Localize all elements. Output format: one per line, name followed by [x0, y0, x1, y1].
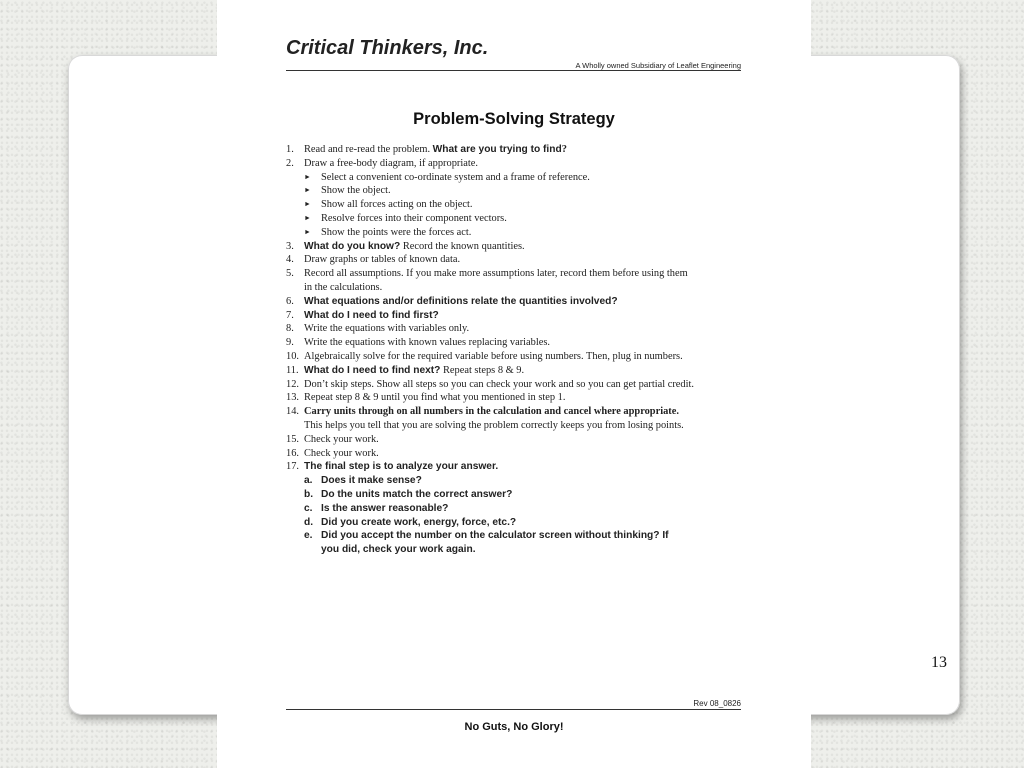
step-number: 8. — [286, 323, 294, 335]
step-number: 2. — [286, 157, 294, 169]
step-5-continuation: in the calculations. — [304, 281, 383, 293]
footer-motto: No Guts, No Glory! — [464, 721, 564, 733]
item-text: Did you accept the number on the calculator screen without thinking? If — [321, 530, 669, 542]
triangle-bullet-icon: ► — [304, 213, 311, 222]
step-13 — [286, 391, 746, 405]
document-title: Problem-Solving Strategy — [413, 110, 615, 128]
footer-divider — [286, 709, 741, 710]
step-2 — [286, 157, 746, 171]
step-2-bullet — [286, 198, 746, 212]
company-name: Critical Thinkers, Inc. — [286, 37, 489, 59]
step-question: What are you trying to find — [432, 144, 562, 155]
step-text: Record the known quantities. — [400, 240, 525, 252]
step-text: Record all assumptions. If you make more assumptions later, record them before using them — [304, 268, 688, 280]
step-question: The final step is to analyze your answer. — [304, 461, 499, 473]
analysis-item — [286, 502, 746, 516]
step-number: 10. — [286, 350, 299, 362]
step-14-continuation: This helps you tell that you are solving the problem correctly keeps you from losing points. — [304, 419, 684, 431]
item-text: Does it make sense? — [321, 475, 422, 487]
step-number: 14. — [286, 406, 299, 418]
step-7 — [286, 309, 746, 323]
step-2-bullet — [286, 171, 746, 185]
step-4 — [286, 253, 746, 267]
analysis-item — [286, 474, 746, 488]
step-text: Write the equations with known values replacing variables. — [304, 337, 550, 349]
step-number: 16. — [286, 447, 299, 459]
slide-number: 13 — [931, 654, 947, 671]
triangle-bullet-icon: ► — [304, 200, 311, 209]
bullet-text: Resolve forces into their component vectors. — [321, 212, 507, 224]
step-number: 13. — [286, 392, 299, 404]
step-17 — [286, 460, 746, 474]
analysis-item — [286, 529, 746, 543]
bullet-text: Show all forces acting on the object. — [321, 199, 473, 211]
step-question: What equations and/or definitions relate the quantities involved? — [304, 295, 618, 307]
step-text: Algebraically solve for the required variable before using numbers. Then, plug in numbers. — [304, 350, 683, 362]
step-text: Write the equations with variables only. — [304, 323, 470, 335]
step-14 — [286, 405, 746, 419]
step-text: Don’t skip steps. Show all steps so you can check your work and so you can get partial credit. — [304, 378, 694, 390]
step-3 — [286, 240, 746, 254]
steps-list — [286, 143, 746, 557]
step-1 — [286, 143, 746, 157]
step-10 — [286, 350, 746, 364]
item-label: d. — [304, 516, 314, 528]
step-number: 5. — [286, 268, 294, 280]
step-number: 15. — [286, 433, 299, 445]
step-question: What do I need to find next? — [304, 364, 441, 376]
bullet-text: Select a convenient co-ordinate system and a frame of reference. — [321, 171, 590, 183]
item-label: e. — [304, 530, 313, 542]
step-text: Check your work. — [304, 433, 379, 445]
step-number: 3. — [286, 240, 294, 252]
step-2-bullet — [286, 226, 746, 240]
step-text: Repeat step 8 & 9 until you find what you mentioned in step 1. — [304, 392, 566, 404]
analysis-item — [286, 488, 746, 502]
triangle-bullet-icon: ► — [304, 186, 311, 195]
item-label: a. — [304, 475, 313, 487]
step-question: What do you know? — [304, 240, 401, 252]
step-number: 1. — [286, 144, 294, 155]
step-2-bullet — [286, 184, 746, 198]
step-number: 6. — [286, 295, 294, 307]
step-number: 4. — [286, 254, 294, 266]
triangle-bullet-icon: ► — [304, 227, 311, 236]
step-text: Check your work. — [304, 447, 379, 459]
revision-label: Rev 08_0826 — [693, 699, 741, 708]
step-text: Read and re-read the problem. — [304, 144, 433, 155]
step-8 — [286, 322, 746, 336]
step-11 — [286, 364, 746, 378]
step-emphasis: Carry units through on all numbers in the calculation and cancel where appropriate. — [304, 406, 679, 418]
bullet-text: Show the object. — [321, 185, 391, 197]
analysis-item-continuation — [286, 543, 746, 557]
analysis-item — [286, 516, 746, 530]
triangle-bullet-icon: ► — [304, 172, 311, 181]
item-text: Is the answer reasonable? — [321, 502, 449, 514]
item-label: c. — [304, 502, 313, 514]
step-12 — [286, 378, 746, 392]
bullet-text: Show the points were the forces act. — [321, 226, 472, 238]
step-9 — [286, 336, 746, 350]
step-6 — [286, 295, 746, 309]
step-question-mark: ? — [561, 144, 567, 155]
step-text: Draw a free-body diagram, if appropriate. — [304, 157, 478, 169]
step-16 — [286, 447, 746, 461]
step-number: 12. — [286, 378, 299, 390]
step-number: 9. — [286, 337, 294, 349]
item-text: Do the units match the correct answer? — [321, 488, 513, 500]
step-2-bullet — [286, 212, 746, 226]
step-15 — [286, 433, 746, 447]
item-label: b. — [304, 488, 314, 500]
step-number: 7. — [286, 309, 294, 321]
item-text: Did you create work, energy, force, etc.? — [321, 516, 517, 528]
step-text: Draw graphs or tables of known data. — [304, 254, 461, 266]
step-number: 11. — [286, 364, 299, 376]
step-text: Repeat steps 8 & 9. — [440, 364, 525, 376]
header-divider — [286, 70, 741, 71]
subsidiary-note: A Wholly owned Subsidiary of Leaflet Engineering — [575, 61, 741, 70]
step-question: What do I need to find first? — [304, 309, 439, 321]
step-5 — [286, 267, 746, 281]
item-text: you did, check your work again. — [321, 544, 476, 556]
document-page — [217, 0, 811, 768]
step-number: 17. — [286, 461, 299, 473]
